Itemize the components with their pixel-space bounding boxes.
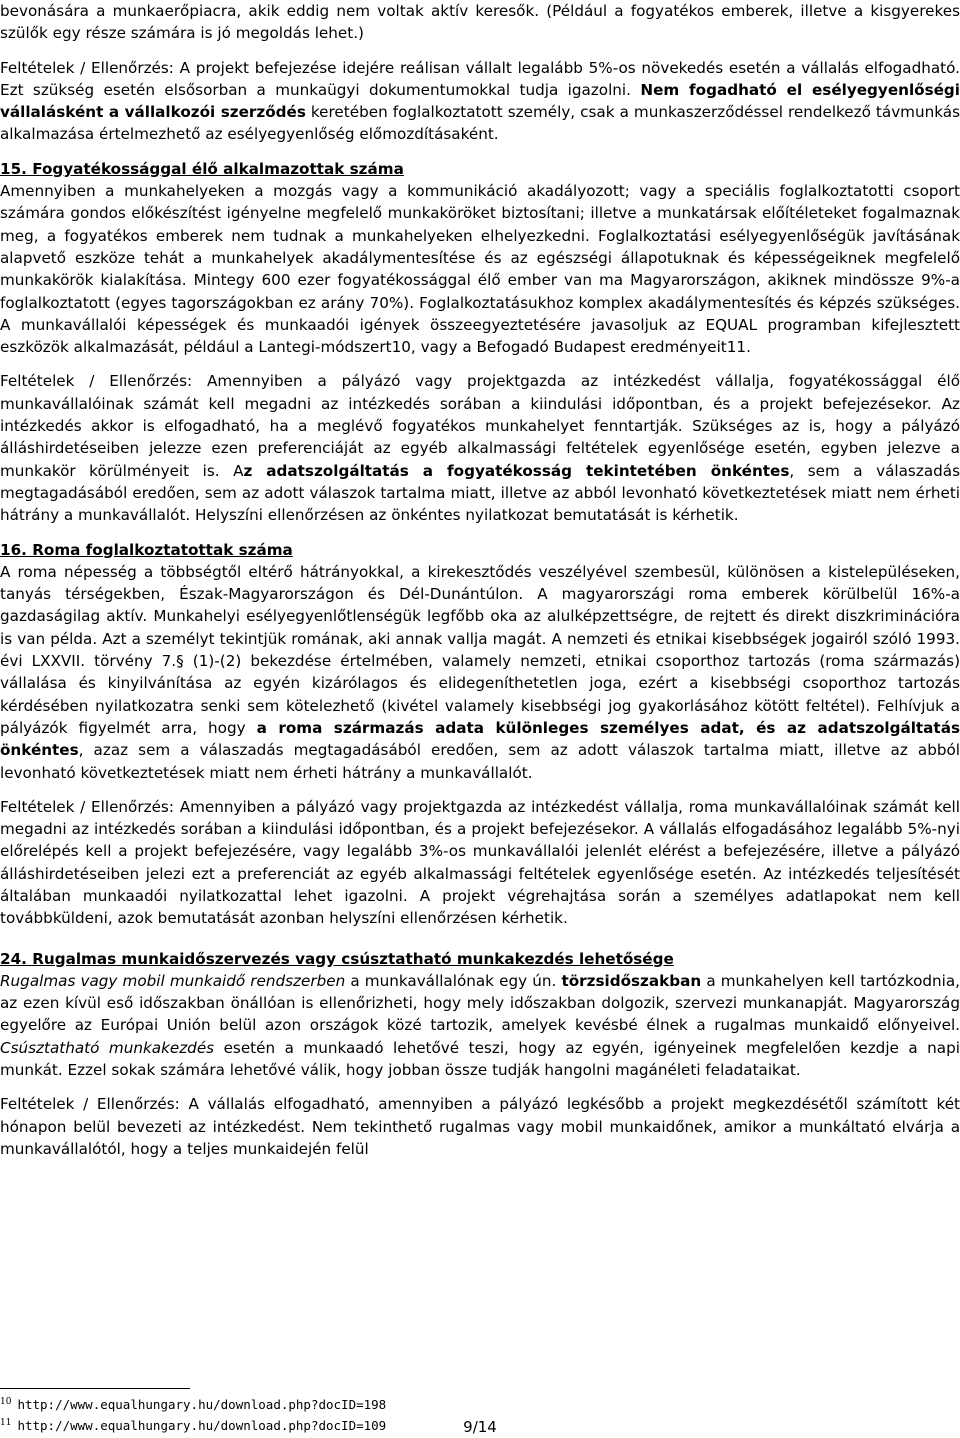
footnote-divider xyxy=(0,1388,190,1389)
paragraph-conditions-1 xyxy=(0,57,960,146)
footnote-link[interactable]: http://www.equalhungary.hu/download.php?docID=109 xyxy=(17,1418,387,1433)
footnote-link[interactable]: http://www.equalhungary.hu/download.php?docID=198 xyxy=(17,1397,387,1412)
section-15-conditions xyxy=(0,370,960,526)
section-24-heading: 24. Rugalmas munkaidőszervezés vagy csúsztatható munkakezdés lehetősége xyxy=(0,949,674,968)
section-15-paragraph-1: Amennyiben a munkahelyeken a mozgás vagy a kommunikáció akadályozott; vagy a speciális foglalkoztatotti csoport számára gondos előkészítést igényelne megfelelő munkaköröket biztosítani; illetve a munkatársak előítéleteket fogalmaznak meg, a fogyatékos emberek nem tudnak a munkahelyeken elhelyezkedni. Foglalkoztatási esélyegyenlőségük javításának alapvető eszköze tehát a munkahelyek akadálymentesítése és az egészségi állapotuknak és képességeiknek megfelelő munkakörök kialakítása. Mintegy 600 ezer fogyatékossággal élő ember van ma Magyarországon, akiknek mindössze 9%-a foglalkoztatott (egyes tagországokban ez arány 70%). Foglalkoztatásukhoz komplex akadálymentesítés és képzés szükséges. A munkavállalói képességek és munkaadói igények összeegyeztetésére javasoljuk az EQUAL programban kifejlesztett eszközök alkalmazását, például a Lantegi-módszert10, vagy a Befogadó Budapest eredményeit11. xyxy=(0,182,960,357)
footnote-marker: 11 xyxy=(0,1418,12,1428)
text-segment: A roma népesség a többségtől eltérő hátrányokkal, a kirekesztődés veszélyével szembesül, különösen a kistelepüléseken, tanyás térségekben, Észak-Magyarországon és Dél-Dunántúlon. A magyarországi roma emberek körülbelül 16%-a gazdaságilag aktív. Munkahelyi esélyegyenlőtlenségük legfőbb oka az alulképzettségre, de rejtett és direkt diszkriminációra is van példa. Azt a személyt tekintjük romának, aki annak vallja magát. A nemzeti és etnikai kisebbségek jogairól szóló 1993. évi LXXVII. törvény 7.§ (1)-(2) bekezdése értelmében, valamely nemzeti, etnikai csoporthoz tartozás (roma származás) vállalása és kinyilvánítása az egyén kizárólagos és elidegeníthetetlen joga, ezért a kisebbségi csoporthoz tartozás kérdésében nyilatkozatra senki sem kötelezhető (kivétel valamely kisebbségi jog gyakorlásához kötött feltétel). Felhívjuk a pályázók figyelmét arra, hogy xyxy=(0,562,960,737)
text-segment: Feltételek / Ellenőrzés: Amennyiben a pályázó vagy projektgazda az intézkedést vállalja, fogyatékossággal élő munkavállalóinak számát kell megadni az intézkedés sorában a kiindulási időpontban, és a projekt befejezésekor. Az intézkedés akkor is elfogadható, ha a meglévő fogyatékos munkahelyet fenntartják. Szükséges az is, hogy a pályázó álláshirdetéseiben jelezze ezen preferenciáját az egyéb alkalmassági feltételek egyenlősége esetén, egyben jelezve a munkakör körülményeit is. A xyxy=(0,372,960,480)
italic-text: Rugalmas vagy mobil munkaidő rendszerben xyxy=(0,971,346,990)
text-segment: a munkavállalónak egy ún. xyxy=(345,971,562,990)
paragraph-intro: bevonására a munkaerőpiacra, akik eddig nem voltak aktív keresők. (Például a fogyatékos emberek, illetve a kisgyerekes szülők egy része számára is jó megoldás lehet.) xyxy=(0,2,960,43)
text-segment: Feltételek / Ellenőrzés: A projekt befejezése idejére reálisan vállalt legalább 5%-os növekedés esetén a vállalás elfogadható. Ezt szükség esetén elsősorban a munkaügyi dokumentumokkal tudja igazolni. xyxy=(0,58,960,99)
bold-text: törzsidőszakban xyxy=(561,971,702,990)
footnote-10 xyxy=(0,1393,960,1414)
section-24-conditions: Feltételek / Ellenőrzés: A vállalás elfogadható, amennyiben a pályázó legkésőbb a projekt megkezdésétől számított két hónapon belül bevezeti az intézkedést. Nem tekinthető rugalmas vagy mobil munkaidőnek, amikor a munkáltató elvárja a munkavállalótól, hogy a teljes munkaidején felül xyxy=(0,1095,960,1158)
section-16-paragraph-1 xyxy=(0,561,960,784)
italic-text: Csúsztatható munkakezdés xyxy=(0,1038,215,1057)
text-segment: a munkahelyen kell tartózkodnia, az ezen kívül eső időszakban önállóan is ellenőrizheti, hogy mely időszakban dolgozik, szervezi munkanapját. Magyarország egyelőre az Európai Unión belül azon országok közé tartozik, amelyek kevésbé élnek a rugalmas munkaidő előnyeivel. xyxy=(0,971,960,1035)
text-segment: esetén a munkaadó lehetővé teszi, hogy az egyén, igényeinek megfelelően kezdje a napi munkát. Ezzel sokak számára lehetővé válik, hogy jobban össze tudják hangolni magánéleti feladataikat. xyxy=(0,1038,960,1080)
text-segment: , azaz sem a válaszadás megtagadásából eredően, sem az adott válaszok tartalma miatt, illetve az abból levonható következtetések miatt nem érheti hátrány a munkavállalót. xyxy=(0,741,960,782)
section-15-heading: 15. Fogyatékossággal élő alkalmazottak száma xyxy=(0,159,404,178)
bold-text: z adatszolgáltatás a fogyatékosság tekintetében önkéntes xyxy=(243,461,790,480)
text-segment: keretében foglalkoztatott személy, csak a munkaszerződéssel rendelkező távmunkás alkalmazása értelmezhető az esélyegyenlőség előmozdításaként. xyxy=(0,103,960,144)
page-number: 9/14 xyxy=(463,1418,497,1436)
bold-text: Nem fogadható el esélyegyenlőségi vállalásként a vállalkozói szerződés xyxy=(0,80,960,122)
section-24-paragraph-1 xyxy=(0,970,960,1081)
text-segment: , sem a válaszadás megtagadásából eredően, sem az adott válaszok tartalma miatt, illetve az abból levonható következtetések miatt nem érheti hátrány a munkavállalót. Helyszíni ellenőrzésen az önkéntes nyilatkozat bemutatását is kérhetik. xyxy=(0,461,960,525)
section-16-conditions: Feltételek / Ellenőrzés: Amennyiben a pályázó vagy projektgazda az intézkedést vállalja, roma munkavállalóinak számát kell megadni az intézkedés sorában a kiindulási időpontban, és a projekt befejezésekor. A vállalás elfogadásához legalább 5%-nyi előrelépés kell a projekt befejezésére, vagy legalább 3%-os munkavállalói jelenlét elérést a befejezésére, illetve a pályázó álláshirdetéseiben jelezi ezt a preferenciát az egyéb alkalmassági feltételek egyenlősége esetén. Az intézkedés teljesítését általában munkaadói nyilatkozattal lehet igazolni. A projekt végrehajtása során a személyes adatlapokat nem kell továbbküldeni, azok bemutatását azonban helyszíni ellenőrzésen kérhetik. xyxy=(0,797,960,928)
footnote-marker: 10 xyxy=(0,1397,12,1407)
bold-text: a roma származás adata különleges személyes adat, és az adatszolgáltatás önkéntes xyxy=(0,718,960,760)
section-16-heading: 16. Roma foglalkoztatottak száma xyxy=(0,540,293,559)
